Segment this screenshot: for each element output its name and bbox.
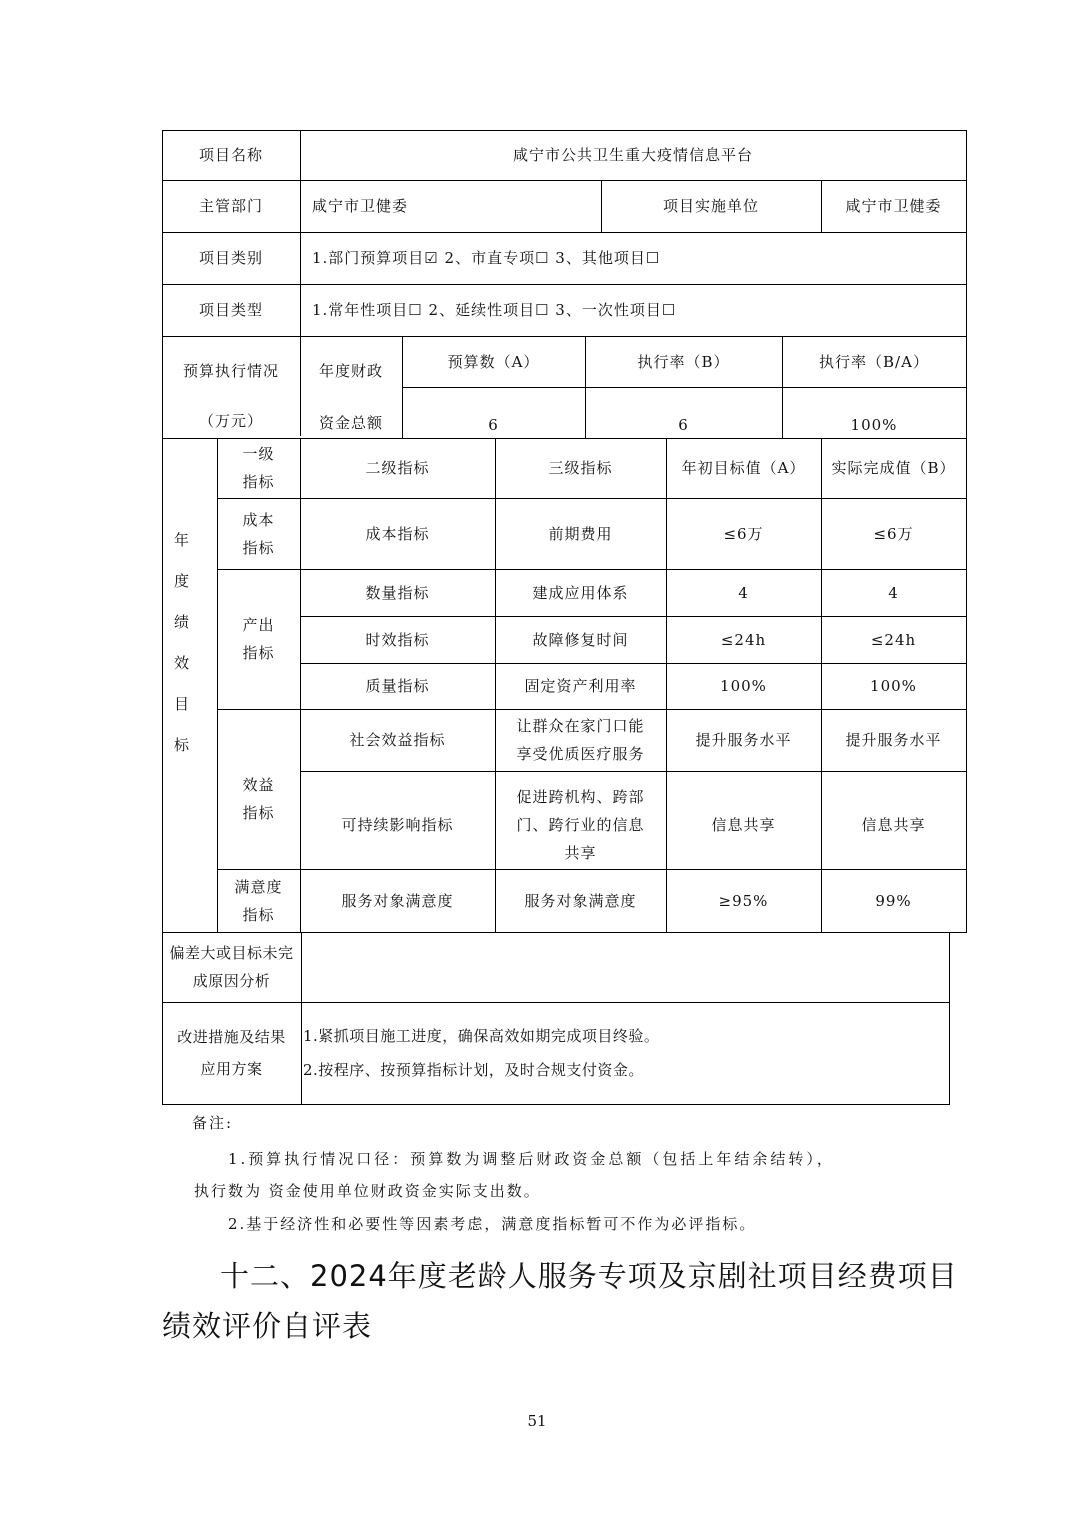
category-value: 1.部门预算项目☑ 2、市直专项☐ 3、其他项目☐ [312,249,661,267]
quality-target: 100% [720,677,767,695]
social-l2: 社会效益指标 [349,731,446,749]
sustain-target: 信息共享 [711,816,776,834]
social-l3: 让群众在家门口能 享受优质医疗服务 [516,717,645,763]
project-name-value: 咸宁市公共卫生重大疫情信息平台 [512,146,753,164]
goal-char: 标 [173,736,190,754]
section-heading-line-2: 绩效评价自评表 [162,1309,373,1343]
deviation-value [301,932,949,1002]
time-l3: 故障修复时间 [532,630,629,649]
dept-value: 咸宁市卫健委 [312,197,409,215]
goal-char: 绩 [173,613,190,631]
social-actual: 提升服务水平 [845,731,942,749]
project-name-label: 项目名称 [198,146,263,164]
cost-target: ≤6万 [723,524,764,543]
exec-rate-label: 执行率（B/A） [819,352,929,371]
exec-b-label: 执行率（B） [637,352,730,371]
cost-label: 成本 指标 [242,510,275,557]
level3-header: 三级指标 [548,459,613,477]
goal-char: 年 [173,531,190,549]
benefit-label: 效益 指标 [242,776,275,822]
notes-title: 备注: [192,1114,234,1132]
quality-actual: 100% [870,677,917,695]
sustain-l3: 促进跨机构、跨部 门、跨行业的信息 共享 [516,788,645,862]
cost-l3: 前期费用 [548,524,613,543]
sat-l3: 服务对象满意度 [524,891,637,910]
satisfaction-label: 满意度 指标 [234,877,283,924]
type-value: 1.常年性项目☐ 2、延续性项目☐ 3、一次性项目☐ [312,301,677,319]
notes-line-3: 2.基于经济性和必要性等因素考虑，满意度指标暂可不作为必评指标。 [228,1215,757,1233]
target-header: 年初目标值（A） [681,459,806,477]
time-l2: 时效指标 [365,630,430,649]
budget-a-value: 6 [488,415,499,434]
quality-l2: 质量指标 [365,677,430,695]
level1-header: 一级 指标 [242,445,275,491]
sustain-l2: 可持续影响指标 [341,816,454,834]
improve-value: 1.紧抓项目施工进度，确保高效如期完成项目终验。 2.按程序、按预算指标计划，及时合规支付资金。 [303,1027,660,1079]
goal-char: 效 [173,654,190,672]
exec-b-value: 6 [678,415,689,434]
quality-l3: 固定资产利用率 [524,677,637,695]
section-heading-line-1: 十二、2024年度老龄人服务专项及京剧社项目经费项目 [220,1259,958,1293]
annual-fund-2: 资金总额 [318,414,383,432]
deviation-label: 偏差大或目标未完 成原因分析 [169,944,294,990]
budget-label-2: （万元） [198,412,263,430]
social-target: 提升服务水平 [695,731,792,749]
goal-vertical-label [162,518,202,768]
cost-actual: ≤6万 [873,524,914,543]
exec-rate-value: 100% [850,415,898,434]
sat-l2: 服务对象满意度 [341,891,454,910]
category-label: 项目类别 [198,249,263,267]
qty-l3: 建成应用体系 [532,583,629,602]
type-label: 项目类型 [198,301,263,319]
goal-char: 目 [173,695,190,713]
time-actual: ≤24h [870,630,917,649]
dept-label: 主管部门 [198,197,263,215]
notes-line-1: 1.预算执行情况口径：预算数为调整后财政资金总额（包括上年结余结转）， [228,1150,835,1168]
output-label: 产出 指标 [242,616,275,662]
time-target: ≤24h [720,630,767,649]
cost-l2: 成本指标 [365,524,430,543]
impl-unit-value: 咸宁市卫健委 [845,197,942,215]
page-number: 51 [527,1412,547,1430]
sustain-actual: 信息共享 [861,816,926,834]
goal-char: 度 [173,572,190,590]
qty-actual: 4 [888,583,899,602]
sat-actual: 99% [875,891,912,910]
budget-a-label: 预算数（A） [447,352,540,371]
qty-target: 4 [738,583,749,602]
impl-unit-label: 项目实施单位 [662,197,759,215]
notes-line-2: 执行数为 资金使用单位财政资金实际支出数。 [194,1182,541,1200]
budget-label-1: 预算执行情况 [182,362,279,380]
annual-fund-1: 年度财政 [318,362,383,380]
qty-l2: 数量指标 [365,583,430,602]
improve-label: 改进措施及结果 应用方案 [177,1028,286,1078]
sat-target: ≥95% [718,891,769,910]
actual-header: 实际完成值（B） [831,459,956,477]
level2-header: 二级指标 [365,459,430,477]
